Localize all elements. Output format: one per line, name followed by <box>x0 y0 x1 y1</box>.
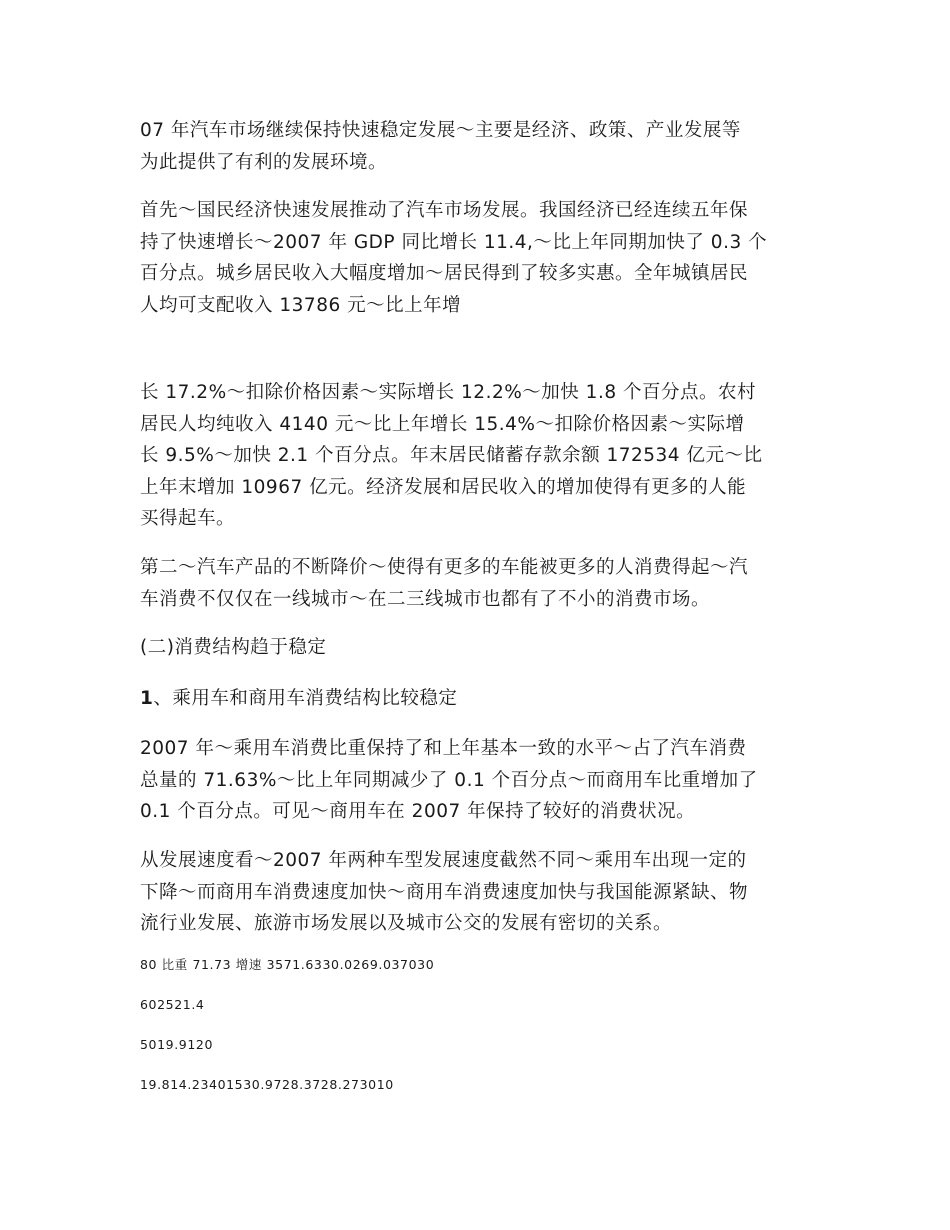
paragraph-economy <box>140 195 820 321</box>
text-line: 总量的 71.63%～比上年同期减少了 0.1 个百分点～而商用车比重增加了 <box>140 769 758 791</box>
paragraph-market-overview <box>140 115 820 178</box>
text-line: 百分点。城乡居民收入大幅度增加～居民得到了较多实惠。全年城镇居民 <box>140 263 749 284</box>
subsection-heading <box>140 683 820 715</box>
text-line: 居民人均纯收入 4140 元～比上年增长 15.4%～扣除价格因素～实际增 <box>140 413 745 435</box>
text-line: 持了快速增长～2007 年 GDP 同比增长 11.4,～比上年同期加快了 0.3 个 <box>140 231 768 253</box>
text-line: 长 9.5%～加快 2.1 个百分点。年末居民储蓄存款余额 172534 亿元～比 <box>140 445 763 466</box>
chart-residue-line: 5019.9120 <box>140 1037 213 1052</box>
text-line: 长 17.2%～扣除价格因素～实际增长 12.2%～加快 1.8 个百分点。农村 <box>140 382 756 403</box>
text-line: 首先～国民经济快速发展推动了汽车市场发展。我国经济已经连续五年保 <box>140 200 749 221</box>
heading-text: 、乘用车和商用车消费结构比较稳定 <box>153 688 458 709</box>
paragraph-growth-speed <box>140 845 820 940</box>
text-line: 07 年汽车市场继续保持快速稳定发展～主要是经济、政策、产业发展等 <box>140 120 741 141</box>
text-line: 从发展速度看～2007 年两种车型发展速度截然不同～乘用车出现一定的 <box>140 850 747 871</box>
chart-residue-line: 19.814.23401530.9728.3728.273010 <box>140 1077 394 1092</box>
heading-number: 1 <box>140 688 154 709</box>
paragraph-price-cuts <box>140 552 820 615</box>
heading-text: (二)消费结构趋于稳定 <box>140 637 327 658</box>
chart-residue-line: 602521.4 <box>140 997 205 1012</box>
section-heading <box>140 632 820 664</box>
text-line: 0.1 个百分点。可见～商用车在 2007 年保持了较好的消费状况。 <box>140 801 696 822</box>
text-line: 人均可支配收入 13786 元～比上年增 <box>140 294 462 316</box>
text-line: 下降～而商用车消费速度加快～商用车消费速度加快与我国能源紧缺、物 <box>140 881 749 903</box>
chart-residue-line: 80 比重 71.73 增速 3571.6330.0269.037030 <box>140 957 435 972</box>
text-line: 买得起车。 <box>140 508 236 529</box>
text-line: 上年末增加 10967 亿元。经济发展和居民收入的增加使得有更多的人能 <box>140 476 747 498</box>
text-line: 2007 年～乘用车消费比重保持了和上年基本一致的水平～占了汽车消费 <box>140 738 747 759</box>
paragraph-consumption-share <box>140 733 820 828</box>
text-line: 为此提供了有利的发展环境。 <box>140 151 388 173</box>
text-line: 流行业发展、旅游市场发展以及城市公交的发展有密切的关系。 <box>140 913 673 934</box>
text-line: 第二～汽车产品的不断降价～使得有更多的车能被更多的人消费得起～汽 <box>140 557 749 578</box>
paragraph-income <box>140 377 820 535</box>
text-line: 车消费不仅仅在一线城市～在二三线城市也都有了不小的消费市场。 <box>140 588 711 610</box>
heading-line <box>140 683 820 715</box>
